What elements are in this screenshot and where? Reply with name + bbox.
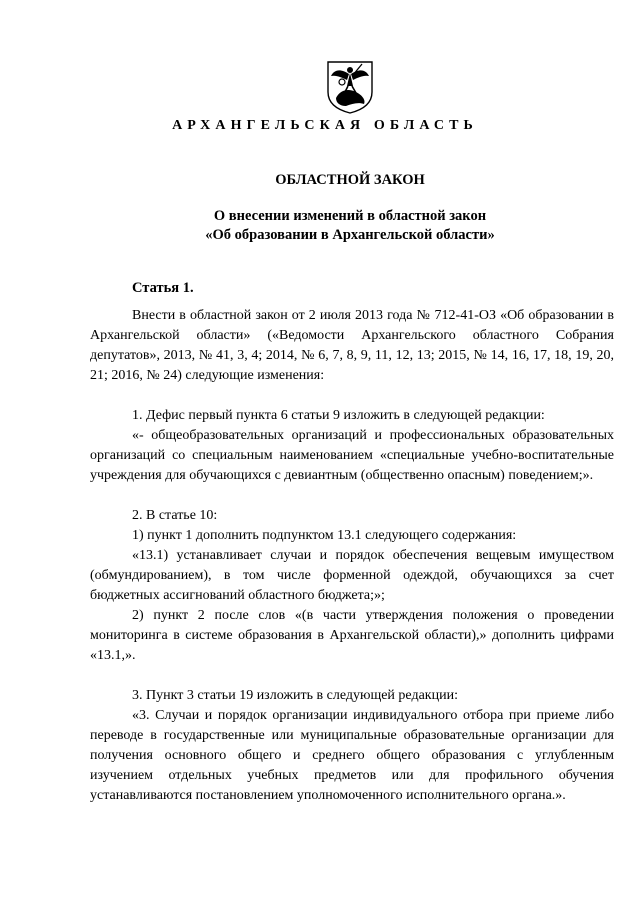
paragraph-item-1-text: «- общеобразовательных организаций и профессиональных образовательных организаций со специальным наименованием «специальные учебно-воспитательные учреждения для обучающихся с девиантным (общественно опасным) поведением;». bbox=[90, 428, 614, 483]
law-title bbox=[0, 207, 640, 245]
paragraph-item-2-sub-1-text: «13.1) устанавливает случаи и порядок обеспечения вещевым имуществом (обмундированием), в том числе форменной одеждой, обучающихся за счет бюджетных ассигнований областного бюджета;»; bbox=[90, 548, 614, 603]
paragraph-item-2-sub-1: 1) пункт 1 дополнить подпунктом 13.1 следующего содержания: bbox=[132, 528, 517, 543]
paragraph-item-1: 1. Дефис первый пункта 6 статьи 9 изложить в следующей редакции: bbox=[132, 408, 545, 423]
paragraph-item-3: 3. Пункт 3 статьи 19 изложить в следующей редакции: bbox=[132, 688, 458, 703]
paragraph-item-2-sub-2: 2) пункт 2 после слов «(в части утверждения положения о проведении мониторинга в системе образования в Архангельской области),» дополнить цифрами «13.1,». bbox=[90, 608, 614, 663]
law-title-line-2: «Об образовании в Архангельской области» bbox=[205, 227, 495, 243]
paragraph-item-3-text: «3. Случаи и порядок организации индивидуального отбора при приеме либо переводе в государственные или муниципальные образовательные организации для получения основного общего и среднего общего образования с углубленным изучением отдельных учебных предметов или для профильного обучения устанавливаются постановлением уполномоченного исполнительного органа.». bbox=[90, 708, 614, 803]
paragraph-item-2: 2. В статье 10: bbox=[132, 508, 218, 523]
law-type-heading: ОБЛАСТНОЙ ЗАКОН bbox=[275, 172, 425, 188]
article-heading: Статья 1. bbox=[132, 280, 194, 296]
region-name: АРХАНГЕЛЬСКАЯ ОБЛАСТЬ bbox=[172, 118, 478, 133]
arkhangelsk-coat-of-arms-icon bbox=[326, 60, 374, 114]
article-body bbox=[90, 306, 614, 806]
paragraph-intro: Внести в областной закон от 2 июля 2013 года № 712-41-ОЗ «Об образовании в Архангельской области» («Ведомости Архангельского областного Собрания депутатов», 2013, № 41, 3, 4; 2014, № 6, 7, 8, 9, 11, 12, 13; 2015, № 14, 16, 17, 18, 19, 20, 21; 2016, № 24) следующие изменения: bbox=[90, 308, 614, 383]
law-title-line-1: О внесении изменений в областной закон bbox=[213, 208, 487, 224]
